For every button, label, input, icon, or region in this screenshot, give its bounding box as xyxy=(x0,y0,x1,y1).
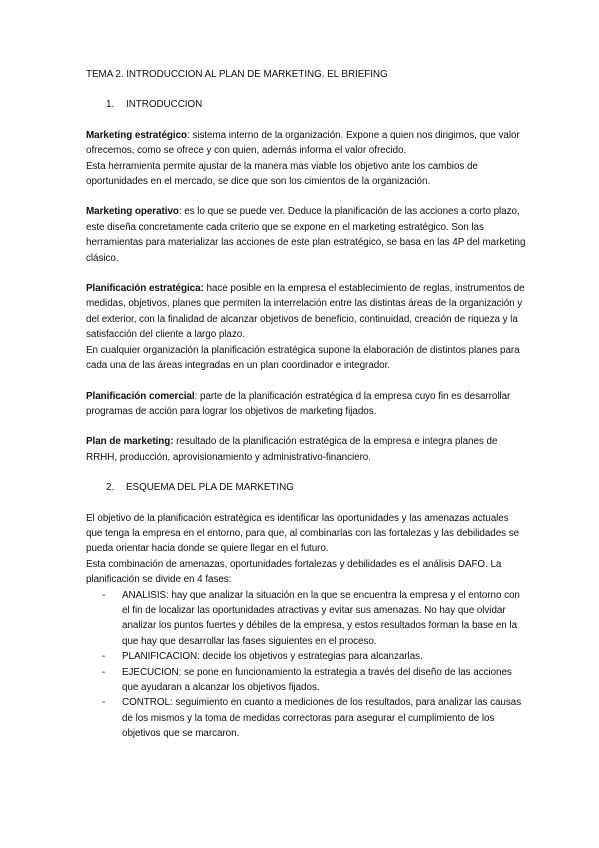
paragraph-esquema xyxy=(86,511,526,588)
section-heading-esquema xyxy=(86,480,526,495)
section-number: 1. xyxy=(106,99,115,111)
list-item-control xyxy=(102,695,526,741)
document-title: TEMA 2. INTRODUCCION AL PLAN DE MARKETING. EL BRIEFING xyxy=(86,69,388,80)
list-item-analisis xyxy=(102,588,526,650)
list-item-text: PLANIFICACION: decide los objetivos y estrategias para alcanzarlas. xyxy=(122,651,423,663)
definition-text: Esta herramienta permite ajustar de la manera mas viable los objetivo ante los cambios de oportunidades en el mercado, se dice que son los cimientos de la organización. xyxy=(86,160,478,188)
list-dash: - xyxy=(102,666,106,678)
term-planificacion-estrategica: Planificación estratégica: xyxy=(86,283,204,295)
paragraph-planificacion-estrategica xyxy=(86,281,526,373)
term-planificacion-comercial: Planificación comercial xyxy=(86,390,195,402)
body-text: Esta combinación de amenazas, oportunidades fortalezas y debilidades es el análisis DAFO. La planificación se divide en 4 fases: xyxy=(86,558,502,586)
definition-text: resultado de la planificación estratégica de la empresa e integra planes de RRHH, producción, aprovisionamiento y administrativo-financiero. xyxy=(86,436,498,463)
section-heading-introduccion xyxy=(86,97,526,112)
list-item-text: EJECUCION: se pone en funcionamiento la estrategia a través del diseño de las acciones que ayudaran a alcanzar los objetivos fijados. xyxy=(122,666,512,693)
term-plan-de-marketing: Plan de marketing: xyxy=(86,436,174,448)
term-marketing-estrategico: Marketing estratégico xyxy=(86,129,188,141)
list-item-text: CONTROL: seguimiento en cuanto a mediciones de los resultados, para analizar las causas de los mismos y la toma de medidas correctoras para asegurar el cumplimiento de los objetivos que se marcaron. xyxy=(122,697,522,740)
paragraph-planificacion-comercial xyxy=(86,389,526,420)
paragraph-plan-de-marketing xyxy=(86,434,526,465)
section-heading-text: ESQUEMA DEL PLA DE MARKETING xyxy=(126,482,294,494)
definition-text: : parte de la planificación estratégica d la empresa cuyo fin es desarrollar programas de acción para lograr los objetivos de marketing fijados. xyxy=(86,390,511,417)
list-item-ejecucion xyxy=(102,665,526,696)
definition-text: : sistema interno de la organización. Expone a quien nos dirigimos, que valor ofrecemos, como se ofrece y con quien, además informa el valor ofrecido. xyxy=(86,129,520,157)
section-number: 2. xyxy=(106,482,115,494)
list-item-planificacion xyxy=(102,649,526,664)
list-dash: - xyxy=(102,589,106,601)
definition-text: : es lo que se puede ver. Deduce la planificación de las acciones a corto plazo, este diseña concretamente cada criterio que se expone en el marketing estratégico. Son las herramientas para materializar las acciones de este plan estratégico, se basa en las 4P del marketing clásico. xyxy=(86,206,526,264)
definition-text: hace posible en la empresa el establecimiento de reglas, instrumentos de medidas, objetivos, planes que permiten la interrelación entre las distintas áreas de la organización y del exterior, con la finalidad de alcanzar objetivos de beneficio, continuidad, creación de riqueza y la satisfacción del cliente a largo plazo. xyxy=(86,283,525,341)
definition-text: En cualquier organización la planificación estratégica supone la elaboración de distintos planes para cada una de las áreas integradas en un plan coordinador e integrador. xyxy=(86,344,520,372)
paragraph-marketing-operativo xyxy=(86,204,526,266)
term-marketing-operativo: Marketing operativo xyxy=(86,206,179,218)
paragraph-marketing-estrategico xyxy=(86,128,526,190)
list-dash: - xyxy=(102,651,106,663)
document-content xyxy=(86,67,526,742)
section-heading-text: INTRODUCCION xyxy=(126,99,203,111)
list-item-text: ANALISIS: hay que analizar la situación en la que se encuentra la empresa y el entorno con el fin de localizar las oportunidades atractivas y evitar sus amenazas. No hay que olvidar analizar los puntos fuertes y débiles de la empresa, y estos resultados forman la base en la que hay que desarrollar las fases siguientes en el proceso. xyxy=(122,589,520,647)
phases-list xyxy=(86,588,526,742)
body-text: El objetivo de la planificación estratégica es identificar las oportunidades y las amenazas actuales que tenga la empresa en el entorno, para que, al combinarlas con las fortalezas y las debilidades se pueda orientar hacia donde se quiere llegar en el futuro. xyxy=(86,512,520,555)
list-dash: - xyxy=(102,697,106,709)
